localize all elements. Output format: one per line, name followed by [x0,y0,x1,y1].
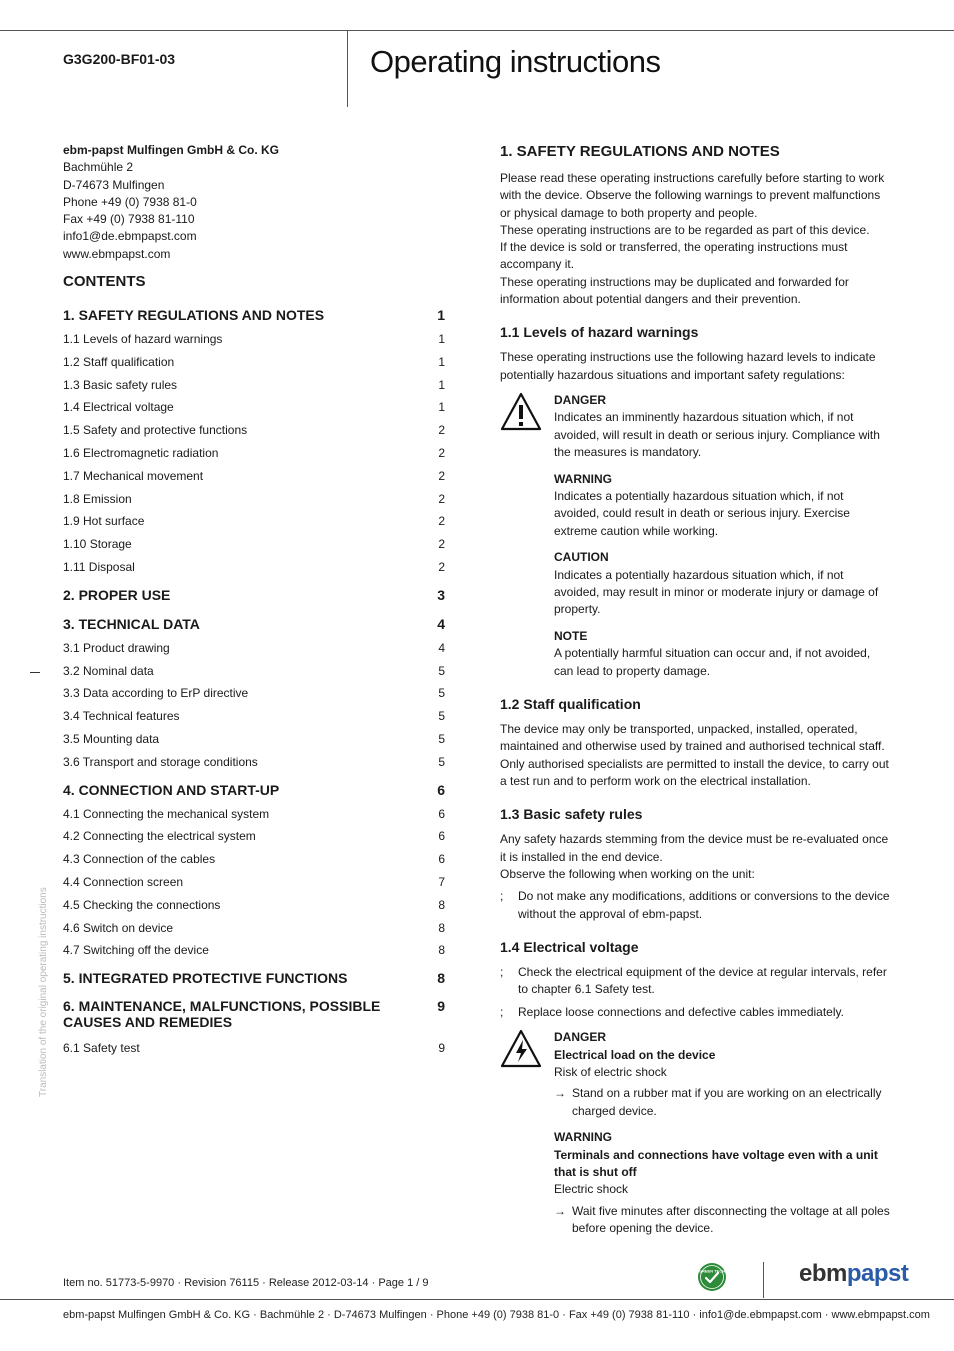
margin-fold-mark [30,672,40,673]
document-title: Operating instructions [370,44,661,79]
toc-page-number: 3 [437,586,445,603]
hazard-levels [500,392,892,680]
toc-item-title: 4.7 Switching off the device [63,943,209,958]
hazard-text: Risk of electric shock [554,1064,667,1079]
toc-item-title: 4.3 Connection of the cables [63,852,216,867]
toc-item[interactable] [63,331,445,354]
toc-item-title: 1.6 Electromagnetic radiation [63,446,219,461]
toc-page-number: 2 [438,537,445,552]
company-address [63,142,448,263]
hazard-text: A potentially harmful situation can occur and, if not avoided, can lead to property damage. [554,646,871,678]
action-step [554,1203,892,1238]
hazard-label: WARNING [554,1130,612,1145]
paragraph: Observe the following when working on the unit: [500,866,755,881]
toc-item[interactable] [63,685,445,708]
toc-item[interactable] [63,468,445,491]
hazard-level-note [554,628,892,680]
bullet-mark: ; [500,964,504,979]
toc-item-title: 1.11 Disposal [63,560,135,575]
toc-item[interactable] [63,559,445,582]
logo-part: papst [846,1260,909,1287]
toc-item-title: 4.6 Switch on device [63,920,174,935]
intro-paragraph: If the device is sold or transferred, the operating instructions must accompany it. [500,240,848,272]
hazard-text: Electric shock [554,1182,629,1197]
bullet-text: Replace loose connections and defective cables immediately. [518,1004,844,1019]
toc-item-title: 1.7 Mechanical movement [63,468,204,483]
toc-item-title: 4.1 Connecting the mechanical system [63,806,270,821]
toc-item-title: 3.3 Data according to ErP directive [63,686,249,701]
toc-page-number: 1 [438,400,445,415]
toc-item[interactable] [63,536,445,559]
hazard-label: DANGER [554,1030,607,1045]
electric-shock-icon [500,1029,542,1069]
toc-item[interactable] [63,851,445,874]
toc-item-title: 1.9 Hot surface [63,514,145,529]
toc-section-title: 1. SAFETY REGULATIONS AND NOTES [63,307,325,324]
hazard-text: Indicates a potentially hazardous situation which, if not avoided, may result in minor or moderate injury or damage of property. [554,567,879,617]
list-item [500,1004,892,1021]
toc-item-title: 6.1 Safety test [63,1041,140,1056]
section-1-2-text: The device may only be transported, unpacked, installed, operated, maintained and otherwise used by trained and authorised technical staff. Only authorised specialists are permitted to install the device, to carry out a test run and to perform work on the electrical installation. [500,722,889,788]
company-name: ebm-papst Mulfingen GmbH & Co. KG [63,143,279,157]
address-street: Bachmühle 2 [63,160,134,175]
toc-page-number: 2 [438,491,445,506]
toc-item[interactable] [63,399,445,422]
address-fax: Fax +49 (0) 7938 81-110 [63,212,195,227]
toc-section[interactable] [63,782,445,806]
toc-item[interactable] [63,354,445,377]
address-website[interactable]: www.ebmpapst.com [63,246,171,261]
toc-item-title: 4.2 Connecting the electrical system [63,829,256,844]
toc-item[interactable] [63,1040,445,1063]
hazard-label: WARNING [554,471,612,486]
action-text: Wait five minutes after disconnecting the voltage at all poles before opening the device. [572,1203,890,1236]
header-top-rule [0,30,954,31]
arrow-icon: → [554,1203,566,1218]
hazard-title: Terminals and connections have voltage even with a unit that is shut off [554,1147,878,1180]
toc-item[interactable] [63,754,445,777]
toc-section-title: 3. TECHNICAL DATA [63,615,200,632]
hazard-level-warning [554,471,892,541]
toc-page-number: 6 [438,806,445,821]
toc-section[interactable] [63,999,445,1040]
header-divider [347,30,348,107]
toc-page-number: 4 [438,640,445,655]
warning-residual-voltage [554,1129,892,1237]
toc-page-number: 9 [437,998,445,1015]
toc-item[interactable] [63,640,445,663]
list-item [500,964,892,999]
toc-page-number: 5 [438,686,445,701]
action-step [554,1085,892,1120]
logo-part: ebm [799,1260,847,1287]
toc-page-number: 8 [438,897,445,912]
arrow-icon: → [554,1086,566,1101]
toc-item[interactable] [63,663,445,686]
toc-section[interactable] [63,616,445,640]
toc-page-number: 1 [437,307,445,324]
footer-address: ebm-papst Mulfingen GmbH & Co. KG · Bachmühle 2 · D-74673 Mulfingen · Phone +49 (0) 7938 81-0 · Fax +49 (0) 7938 81-110 · info1@de.ebmpapst.com · www.ebmpapst.com [63,1309,930,1321]
toc-item-title: 4.4 Connection screen [63,875,184,890]
toc-page-number: 2 [438,423,445,438]
toc-item[interactable] [63,422,445,445]
address-email[interactable]: info1@de.ebmpapst.com [63,229,197,244]
toc-item-title: 1.4 Electrical voltage [63,400,174,415]
hazard-label: NOTE [554,628,588,643]
toc-page-number: 2 [438,514,445,529]
toc-page-number: 6 [437,781,445,798]
ebmpapst-logo [799,1260,908,1288]
bullet-mark: ; [500,889,504,904]
toc-item-title: 1.5 Safety and protective functions [63,423,248,438]
section-1-3-heading: 1.3 Basic safety rules [500,806,643,823]
warning-triangle-icon [500,392,542,432]
intro-paragraph: These operating instructions are to be regarded as part of this device. [500,222,870,237]
toc-item-title: 3.6 Transport and storage conditions [63,754,258,769]
toc-item[interactable] [63,806,445,829]
toc-section-title: 2. PROPER USE [63,586,171,603]
toc-item-title: 3.5 Mounting data [63,732,160,747]
green-tech-badge-icon [697,1262,727,1292]
toc-page-number: 1 [438,332,445,347]
toc-section-title: 5. INTEGRATED PROTECTIVE FUNCTIONS [63,970,348,987]
intro-paragraph: Please read these operating instructions carefully before starting to work with the device. Observe the following warnings to prevent malfunctions or physical damage to both property and people. [500,171,885,220]
toc-page-number: 2 [438,446,445,461]
danger-electrical-load [554,1029,892,1120]
footer-rule [0,1299,954,1300]
toc-item-title: 1.10 Storage [63,537,132,552]
address-city: D-74673 Mulfingen [63,177,165,192]
contents-heading: CONTENTS [63,273,146,291]
intro-paragraph: These operating instructions may be duplicated and forwarded for information about potential dangers and their prevention. [500,274,849,307]
section-1-4-heading: 1.4 Electrical voltage [500,938,639,955]
toc-page-number: 1 [438,354,445,369]
toc-item[interactable] [63,708,445,731]
toc-page-number: 1 [438,377,445,392]
left-column [63,142,448,1063]
toc-page-number: 4 [437,615,445,632]
section-1-intro [500,170,892,308]
model-number: G3G200-BF01-03 [63,51,176,67]
list-item [500,888,892,923]
toc-page-number: 6 [438,852,445,867]
toc-item-title: 3.1 Product drawing [63,640,170,655]
badge-text: GREEN TECH [698,1268,726,1274]
translation-note: Translation of the original operating instructions [38,887,49,1097]
section-1-heading: 1. SAFETY REGULATIONS AND NOTES [500,143,780,160]
electrical-hazards [500,1029,892,1237]
bullet-text: Do not make any modifications, additions or conversions to the device without the approval of ebm-papst. [518,889,890,921]
hazard-label: DANGER [554,392,607,407]
section-1-3-text [500,831,892,883]
bullet-mark: ; [500,1004,504,1019]
right-column [500,143,892,1238]
toc-page-number: 2 [438,560,445,575]
table-of-contents [63,307,445,1063]
toc-item-title: 1.1 Levels of hazard warnings [63,332,223,347]
toc-item-title: 3.2 Nominal data [63,663,154,678]
toc-page-number: 5 [438,709,445,724]
toc-item-title: 4.5 Checking the connections [63,897,221,912]
toc-item[interactable] [63,377,445,400]
toc-item-title: 1.2 Staff qualification [63,354,175,369]
paragraph: Any safety hazards stemming from the device must be re-evaluated once it is installed in the end device. [500,832,889,864]
toc-item[interactable] [63,920,445,943]
bullet-text: Check the electrical equipment of the device at regular intervals, refer to chapter 6.1 Safety test. [518,964,887,997]
hazard-level-danger [554,392,892,462]
toc-page-number: 7 [438,875,445,890]
toc-section-title: 4. CONNECTION AND START-UP [63,781,280,798]
section-1-1-intro: These operating instructions use the following hazard levels to indicate potentially hazardous situations and important safety regulations: [500,350,876,382]
toc-item-title: 1.8 Emission [63,491,132,506]
toc-page-number: 8 [438,920,445,935]
toc-item[interactable] [63,445,445,468]
toc-section[interactable] [63,970,445,994]
hazard-label: CAUTION [554,550,609,565]
address-phone: Phone +49 (0) 7938 81-0 [63,194,197,209]
toc-item[interactable] [63,828,445,851]
toc-item[interactable] [63,897,445,920]
section-1-2-heading: 1.2 Staff qualification [500,696,641,713]
toc-item[interactable] [63,874,445,897]
hazard-text: Indicates a potentially hazardous situation which, if not avoided, could result in death or serious injury. Exercise extreme caution while working. [554,489,850,538]
action-text: Stand on a rubber mat if you are working on an electrically charged device. [572,1086,882,1118]
section-1-1-heading: 1.1 Levels of hazard warnings [500,324,699,341]
toc-item[interactable] [63,513,445,536]
toc-page-number: 5 [438,754,445,769]
logo-divider [763,1262,764,1298]
toc-section-title: 6. MAINTENANCE, MALFUNCTIONS, POSSIBLE CAUSES AND REMEDIES [63,998,381,1030]
toc-item[interactable] [63,491,445,514]
toc-item-title: 3.4 Technical features [63,709,180,724]
toc-page-number: 8 [437,970,445,987]
document-meta: Item no. 51773-5-9970 · Revision 76115 · Release 2012-03-14 · Page 1 / 9 [63,1277,429,1289]
toc-section[interactable] [63,587,445,611]
hazard-title: Electrical load on the device [554,1047,716,1062]
toc-page-number: 8 [438,943,445,958]
hazard-text: Indicates an imminently hazardous situation which, if not avoided, will result in death or serious injury. Compliance with the measures is mandatory. [554,410,880,460]
toc-page-number: 9 [438,1041,445,1056]
toc-page-number: 6 [438,829,445,844]
toc-page-number: 2 [438,468,445,483]
toc-section[interactable] [63,307,445,331]
toc-item[interactable] [63,731,445,754]
toc-item-title: 1.3 Basic safety rules [63,377,178,392]
toc-page-number: 5 [438,732,445,747]
toc-page-number: 5 [438,663,445,678]
toc-item[interactable] [63,942,445,965]
hazard-level-caution [554,549,892,619]
